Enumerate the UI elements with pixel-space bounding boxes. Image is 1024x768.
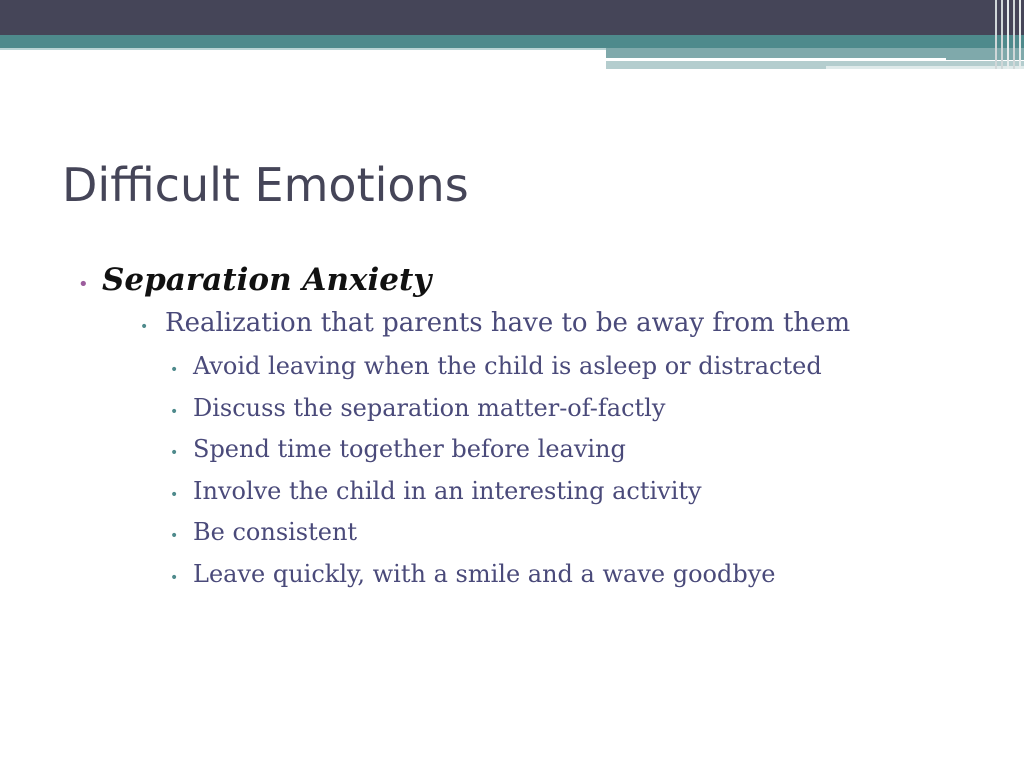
bullet-level2 xyxy=(140,308,978,352)
bullet-level3-text: Leave quickly, with a smile and a wave goodbye xyxy=(193,559,776,588)
bullet-level3-text: Spend time together before leaving xyxy=(193,435,626,464)
bullet-level3-item xyxy=(170,435,978,477)
bullet-level3-item xyxy=(170,560,978,602)
bullet-level2-text: Realization that parents have to be away from them xyxy=(165,308,851,338)
bullet-dot-icon: • xyxy=(170,403,179,420)
bullet-level3-item xyxy=(170,394,978,436)
bullet-level3-text: Avoid leaving when the child is asleep or distracted xyxy=(193,352,822,380)
bullet-level3-item xyxy=(170,518,978,560)
bullet-list xyxy=(78,262,978,602)
stripe xyxy=(995,0,997,69)
bullet-level3-text: Discuss the separation matter-of-factly xyxy=(193,393,666,422)
header-vertical-stripes xyxy=(993,0,1024,69)
bullet-level3-text: Be consistent xyxy=(193,518,358,547)
header-band-teal xyxy=(0,35,1024,48)
bullet-dot-icon: • xyxy=(170,362,179,378)
stripe xyxy=(1001,0,1003,69)
bullet-dot-icon: • xyxy=(170,445,179,462)
bullet-dot-icon: • xyxy=(140,319,149,335)
stripe xyxy=(1013,0,1015,69)
bullet-level3-item xyxy=(170,477,978,519)
bullet-dot-icon: • xyxy=(170,569,179,586)
stripe xyxy=(1007,0,1009,69)
slide-title: Difficult Emotions xyxy=(62,158,469,212)
bullet-dot-icon: • xyxy=(170,528,179,545)
bullet-level1-text: Separation Anxiety xyxy=(102,262,432,298)
bullet-level1 xyxy=(78,262,978,308)
bullet-dot-icon: • xyxy=(78,274,89,295)
bullet-level3-text: Involve the child in an interesting activity xyxy=(193,476,702,505)
bullet-dot-icon: • xyxy=(170,486,179,503)
bullet-level3-item xyxy=(170,352,978,394)
stripe xyxy=(1019,0,1021,69)
header-band-dark xyxy=(0,0,1024,35)
